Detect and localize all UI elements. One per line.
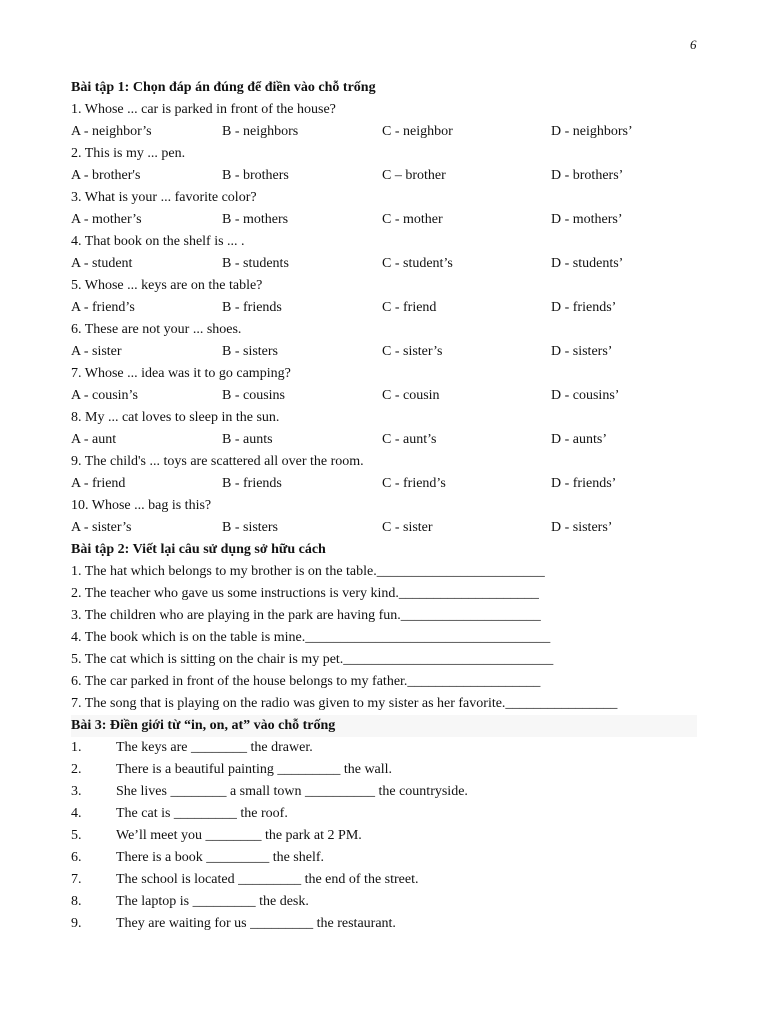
option-b: B - brothers <box>222 168 289 183</box>
answer-options-8 <box>71 429 697 451</box>
option-b: B - friends <box>222 476 282 491</box>
option-c: C - sister <box>382 520 433 535</box>
rewrite-item-6: 6. The car parked in front of the house belongs to my father.___________________ <box>71 674 541 689</box>
option-a: A - sister <box>71 344 122 359</box>
item-text: The laptop is _________ the desk. <box>116 894 309 909</box>
preposition-item-1 <box>71 737 697 759</box>
option-b: B - neighbors <box>222 124 299 139</box>
item-text: We’ll meet you ________ the park at 2 PM. <box>116 828 362 843</box>
option-d: D - students’ <box>551 256 624 271</box>
item-text: The cat is _________ the roof. <box>116 806 288 821</box>
answer-options-4 <box>71 253 697 275</box>
item-number: 8. <box>71 894 82 909</box>
preposition-item-9 <box>71 913 697 935</box>
preposition-item-2 <box>71 759 697 781</box>
option-c: C - friend <box>382 300 437 315</box>
item-number: 1. <box>71 740 82 755</box>
option-d: D - friends’ <box>551 476 617 491</box>
option-d: D - cousins’ <box>551 388 620 403</box>
option-a: A - sister’s <box>71 520 132 535</box>
option-c: C - friend’s <box>382 476 446 491</box>
item-text: There is a beautiful painting _________ the wall. <box>116 762 393 777</box>
option-b: B - students <box>222 256 289 271</box>
option-b: B - sisters <box>222 344 278 359</box>
item-text: They are waiting for us _________ the restaurant. <box>116 916 396 931</box>
answer-options-5 <box>71 297 697 319</box>
answer-options-9 <box>71 473 697 495</box>
option-c: C - sister’s <box>382 344 443 359</box>
option-a: A - student <box>71 256 133 271</box>
option-d: D - brothers’ <box>551 168 624 183</box>
exercise-1-questions <box>71 99 697 539</box>
option-d: D - friends’ <box>551 300 617 315</box>
rewrite-item-2: 2. The teacher who gave us some instructions is very kind.____________________ <box>71 586 539 601</box>
question-6: 6. These are not your ... shoes. <box>71 322 242 337</box>
preposition-item-4 <box>71 803 697 825</box>
item-text: There is a book _________ the shelf. <box>116 850 325 865</box>
worksheet <box>71 77 697 935</box>
option-a: A - friend’s <box>71 300 135 315</box>
answer-options-1 <box>71 121 697 143</box>
preposition-item-5 <box>71 825 697 847</box>
option-c: C - mother <box>382 212 443 227</box>
option-c: C - student’s <box>382 256 453 271</box>
option-d: D - neighbors’ <box>551 124 633 139</box>
exercise-3-items <box>71 737 697 935</box>
exercise-3-title: Bài 3: Điền giới từ “in, on, at” vào chỗ trống <box>71 715 697 737</box>
preposition-item-8 <box>71 891 697 913</box>
answer-options-2 <box>71 165 697 187</box>
item-text: The school is located _________ the end of the street. <box>116 872 419 887</box>
preposition-item-6 <box>71 847 697 869</box>
exercise-1-title: Bài tập 1: Chọn đáp án đúng để điền vào chỗ trống <box>71 80 376 95</box>
option-d: D - sisters’ <box>551 344 613 359</box>
item-number: 5. <box>71 828 82 843</box>
item-number: 4. <box>71 806 82 821</box>
exercise-2-title: Bài tập 2: Viết lại câu sử dụng sở hữu cách <box>71 542 326 557</box>
option-c: C - aunt’s <box>382 432 437 447</box>
question-3: 3. What is your ... favorite color? <box>71 190 257 205</box>
rewrite-item-5: 5. The cat which is sitting on the chair is my pet.______________________________ <box>71 652 554 667</box>
option-a: A - mother’s <box>71 212 142 227</box>
option-d: D - mothers’ <box>551 212 623 227</box>
option-b: B - mothers <box>222 212 289 227</box>
option-a: A - neighbor’s <box>71 124 152 139</box>
option-d: D - aunts’ <box>551 432 607 447</box>
page-number: 6 <box>690 37 697 52</box>
option-a: A - cousin’s <box>71 388 138 403</box>
rewrite-item-7: 7. The song that is playing on the radio was given to my sister as her favorite.________________ <box>71 696 618 711</box>
item-number: 9. <box>71 916 82 931</box>
rewrite-item-3: 3. The children who are playing in the park are having fun.____________________ <box>71 608 541 623</box>
question-1: 1. Whose ... car is parked in front of the house? <box>71 102 336 117</box>
answer-options-7 <box>71 385 697 407</box>
question-10: 10. Whose ... bag is this? <box>71 498 212 513</box>
option-c: C – brother <box>382 168 446 183</box>
item-text: The keys are ________ the drawer. <box>116 740 313 755</box>
question-2: 2. This is my ... pen. <box>71 146 186 161</box>
answer-options-6 <box>71 341 697 363</box>
option-b: B - cousins <box>222 388 285 403</box>
exercise-2-items <box>71 561 697 715</box>
option-c: C - cousin <box>382 388 440 403</box>
question-8: 8. My ... cat loves to sleep in the sun. <box>71 410 280 425</box>
option-c: C - neighbor <box>382 124 453 139</box>
option-d: D - sisters’ <box>551 520 613 535</box>
option-a: A - aunt <box>71 432 117 447</box>
item-number: 2. <box>71 762 82 777</box>
item-number: 3. <box>71 784 82 799</box>
option-a: A - brother's <box>71 168 141 183</box>
question-9: 9. The child's ... toys are scattered all over the room. <box>71 454 364 469</box>
item-text: She lives ________ a small town __________ the countryside. <box>116 784 468 799</box>
preposition-item-7 <box>71 869 697 891</box>
question-5: 5. Whose ... keys are on the table? <box>71 278 263 293</box>
answer-options-3 <box>71 209 697 231</box>
option-a: A - friend <box>71 476 126 491</box>
option-b: B - sisters <box>222 520 278 535</box>
answer-options-10 <box>71 517 697 539</box>
question-7: 7. Whose ... idea was it to go camping? <box>71 366 291 381</box>
rewrite-item-1: 1. The hat which belongs to my brother is on the table.________________________ <box>71 564 545 579</box>
option-b: B - friends <box>222 300 282 315</box>
item-number: 7. <box>71 872 82 887</box>
option-b: B - aunts <box>222 432 273 447</box>
item-number: 6. <box>71 850 82 865</box>
question-4: 4. That book on the shelf is ... . <box>71 234 245 249</box>
rewrite-item-4: 4. The book which is on the table is mine.___________________________________ <box>71 630 551 645</box>
preposition-item-3 <box>71 781 697 803</box>
